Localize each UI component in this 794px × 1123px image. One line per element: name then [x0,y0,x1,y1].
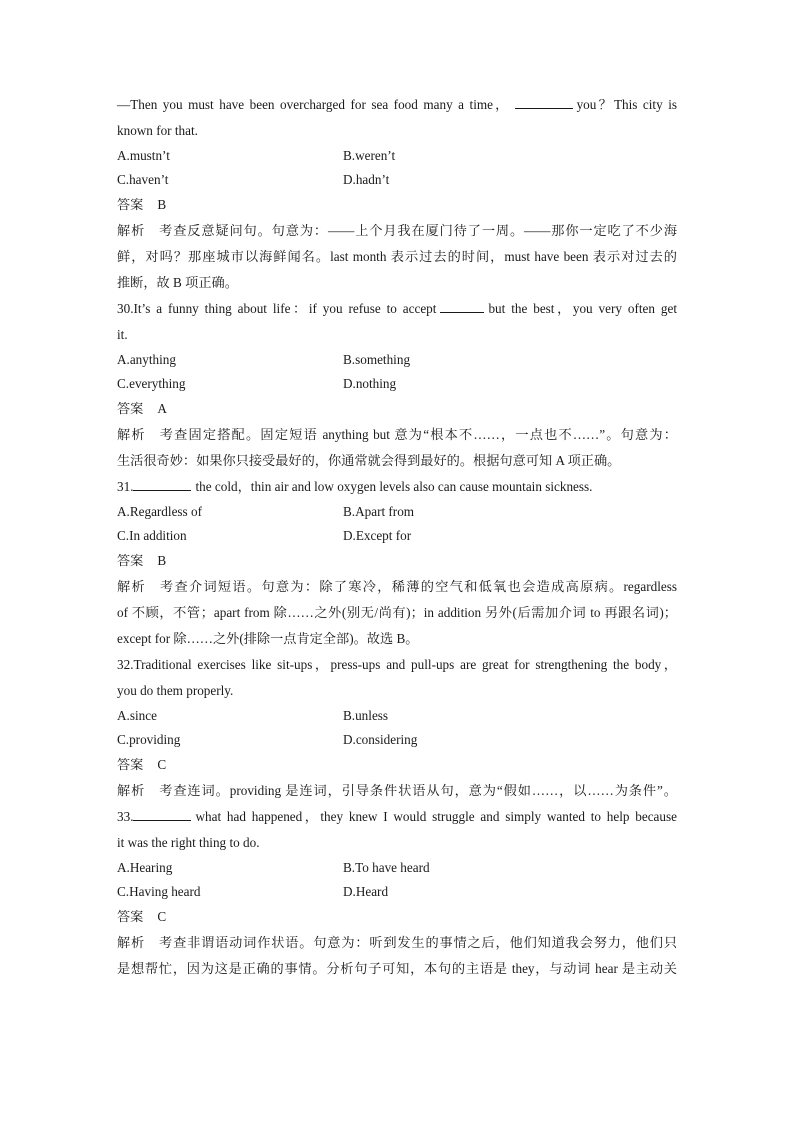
question-29-stem-line-1 [117,92,677,118]
q33-stem-pre: 33. [117,809,134,824]
q32-analysis-text-1: 考查连词。providing 是连词，引导条件状语从句，意为“假如……，以……为条件”。 [159,783,677,798]
q32-analysis-line-1 [117,778,677,804]
q31-answer-value: B [157,553,167,568]
q33-stem-post: what had happened，they knew I would struggle and simply wanted to help because [195,809,677,824]
q30-option-c: C.everything [117,376,186,391]
q33-analysis-line-2: 是想帮忙，因为这是正确的事情。分析句子可知，本句的主语是 they，与动词 hear 是主动关 [117,961,677,976]
q31-stem-pre: 31. [117,479,134,494]
q30-options-row-2 [117,372,677,396]
q31-option-a: A.Regardless of [117,504,202,519]
q30-answer-value: A [157,401,167,416]
q29-analysis-label: 解析 [117,223,146,238]
q29-option-c: C.haven’t [117,172,169,187]
q30-option-b: B.something [343,352,411,367]
question-31 [117,474,677,652]
q32-answer-value: C [157,757,167,772]
q29-option-d: D.hadn’t [343,172,390,187]
q29-analysis-line-2: 鲜，对吗？那座城市以海鲜闻名。last month 表示过去的时间，must have been 表示对过去的 [117,249,677,264]
question-33 [117,804,677,982]
question-32-stem-line-2: you do them properly. [117,683,234,698]
q29-options-row-2 [117,168,677,192]
q33-option-b: B.To have heard [343,860,430,875]
q30-analysis-line-2: 生活很奇妙：如果你只接受最好的，你通常就会得到最好的。根据句意可知 A 项正确。 [117,453,621,468]
q33-answer-label: 答案 [117,909,144,924]
question-30-stem-line-1 [117,296,677,322]
question-33-stem-line-1 [117,804,677,830]
q31-analysis-text-1: 考查介词短语。句意为：除了寒冷，稀薄的空气和低氧也会造成高原病。regardless [159,579,677,594]
q32-options-row-2 [117,728,677,752]
q30-options-row-1 [117,348,677,372]
q32-options-row-1 [117,704,677,728]
q32-analysis-label: 解析 [117,783,146,798]
q30-stem-pre: 30.It’s a funny thing about life：if you refuse to accept [117,301,437,316]
q33-analysis-label: 解析 [117,935,146,950]
q29-blank [515,96,573,109]
q29-analysis-line-1 [117,218,677,244]
q30-answer-label: 答案 [117,401,144,416]
q29-option-a: A.mustn’t [117,148,170,163]
q29-analysis-line-3: 推断，故 B 项正确。 [117,275,238,290]
q33-options-row-1 [117,856,677,880]
q30-option-d: D.nothing [343,376,397,391]
q30-stem-post: but the best，you very often get [488,301,677,316]
q29-stem-post: you？This city is [576,97,677,112]
q33-analysis-text-1: 考查非谓语动词作状语。句意为：听到发生的事情之后，他们知道我会努力，他们只 [159,935,678,950]
question-32 [117,652,677,804]
q29-answer [117,192,677,218]
q31-options-row-2 [117,524,677,548]
q31-answer [117,548,677,574]
q33-option-a: A.Hearing [117,860,173,875]
q30-answer [117,396,677,422]
q31-analysis-line-2: of 不顾，不管；apart from 除……之外(别无/尚有)；in addition 另外(后需加介词 to 再跟名词)； [117,605,677,620]
q30-analysis-label: 解析 [117,427,146,442]
q33-answer [117,904,677,930]
q30-analysis-text-1: 考查固定搭配。固定短语 anything but 意为“根本不……，一点也不……”。句意为： [159,427,677,442]
q31-options-row-1 [117,500,677,524]
question-32-stem-line-1: 32.Traditional exercises like sit-ups，press-ups and pull-ups are great for strengthening the body， [117,657,677,672]
q32-answer [117,752,677,778]
question-29 [117,92,677,296]
q33-option-d: D.Heard [343,884,389,899]
question-30-stem-line-2: it. [117,327,128,342]
q31-option-c: C.In addition [117,528,187,543]
q32-option-b: B.unless [343,708,389,723]
q31-answer-label: 答案 [117,553,144,568]
q33-options-row-2 [117,880,677,904]
q32-answer-label: 答案 [117,757,144,772]
q32-option-d: D.considering [343,732,418,747]
q33-analysis-line-1 [117,930,677,956]
q29-answer-value: B [157,197,167,212]
q30-blank [440,300,484,313]
q32-option-c: C.providing [117,732,181,747]
q31-stem-post: the cold，thin air and low oxygen levels also can cause mountain sickness. [195,479,593,494]
q29-option-b: B.weren’t [343,148,396,163]
q29-options-row-1 [117,144,677,168]
q31-blank [133,478,191,491]
q33-answer-value: C [157,909,167,924]
q30-option-a: A.anything [117,352,176,367]
q30-analysis-line-1 [117,422,677,448]
q32-option-a: A.since [117,708,157,723]
question-31-stem-line-1 [117,474,677,500]
q31-analysis-line-1 [117,574,677,600]
q31-analysis-line-3: except for 除……之外(排除一点肯定全部)。故选 B。 [117,631,419,646]
question-33-stem-line-2: it was the right thing to do. [117,835,260,850]
q29-stem-pre: —Then you must have been overcharged for sea food many a time， [117,97,511,112]
q33-option-c: C.Having heard [117,884,201,899]
q33-blank [133,808,191,821]
question-30 [117,296,677,474]
q29-analysis-text-1: 考查反意疑问句。句意为：——上个月我在厦门待了一周。——那你一定吃了不少海 [159,223,678,238]
q31-option-b: B.Apart from [343,504,415,519]
q31-analysis-label: 解析 [117,579,146,594]
question-29-stem-line-2: known for that. [117,123,198,138]
q31-option-d: D.Except for [343,528,412,543]
page-content [117,92,677,982]
q29-answer-label: 答案 [117,197,144,212]
